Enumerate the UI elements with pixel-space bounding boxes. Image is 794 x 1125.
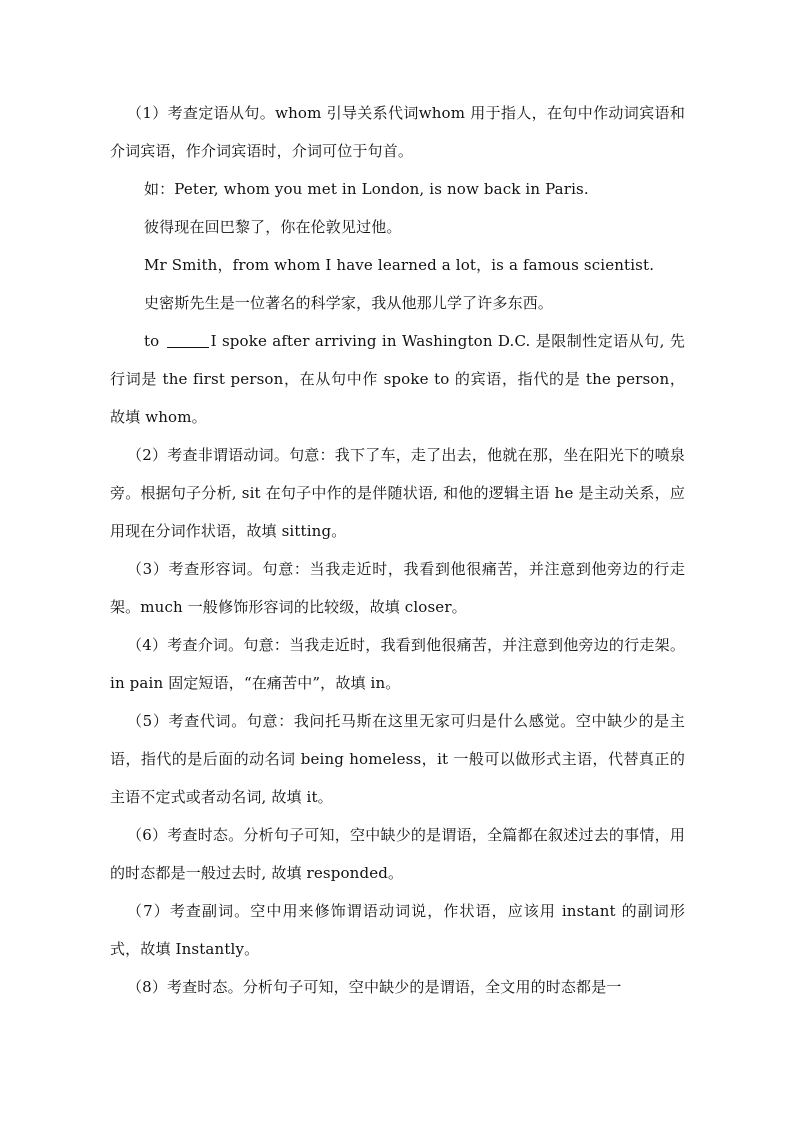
explanation-paragraph-3: （3）考查形容词。句意：当我走近时，我看到他很痛苦，并注意到他旁边的行走架。much 一般修饰形容词的比较级，故填 closer。 [110, 560, 685, 616]
explanation-paragraph-5: （5）考查代词。句意：我问托马斯在这里无家可归是什么感觉。空中缺少的是主语，指代的是后面的动名词 being homeless，it 一般可以做形式主语，代替真正的主语不定式或者动名词, 故填 it。 [110, 712, 685, 806]
clause-suffix: I spoke after arriving in Washington D.C. 是限制性定语从句, 先行词是 the first person，在从句中作 spoke to 的宾语，指代的是 the person，故填 whom。 [110, 332, 685, 426]
explanation-paragraph-1: （1）考查定语从句。whom 引导关系代词whom 用于指人，在句中作动词宾语和介词宾语，作介词宾语时，介词可位于句首。 [110, 104, 685, 160]
explanation-paragraph-2: （2）考查非谓语动词。句意：我下了车，走了出去，他就在那，坐在阳光下的喷泉旁。根据句子分析, sit 在句子中作的是伴随状语, 和他的逻辑主语 he 是主动关系，应用现在分词作状语，故填 sitting。 [110, 446, 685, 540]
example-translation-1: 彼得现在回巴黎了，你在伦敦见过他。 [144, 218, 402, 236]
document-body [110, 94, 685, 1006]
answer-blank [167, 333, 209, 348]
explanation-paragraph-8: （8）考查时态。分析句子可知，空中缺少的是谓语，全文用的时态都是一 [127, 978, 622, 996]
example-sentence-2: Mr Smith，from whom I have learned a lot，is a famous scientist. [144, 256, 655, 274]
clause-analysis-paragraph [110, 322, 685, 436]
clause-prefix: to [144, 332, 165, 350]
example-translation-2: 史密斯先生是一位著名的科学家，我从他那儿学了许多东西。 [144, 294, 554, 312]
example-intro-paragraph: 如：Peter, whom you met in London, is now back in Paris. [144, 180, 589, 198]
explanation-paragraph-6: （6）考查时态。分析句子可知，空中缺少的是谓语，全篇都在叙述过去的事情，用的时态都是一般过去时, 故填 responded。 [110, 826, 685, 882]
explanation-paragraph-7: （7）考查副词。空中用来修饰谓语动词说，作状语，应该用 instant 的副词形式，故填 Instantly。 [110, 902, 685, 958]
explanation-paragraph-4: （4）考查介词。句意：当我走近时，我看到他很痛苦，并注意到他旁边的行走架。in pain 固定短语，“在痛苦中”，故填 in。 [110, 636, 685, 692]
